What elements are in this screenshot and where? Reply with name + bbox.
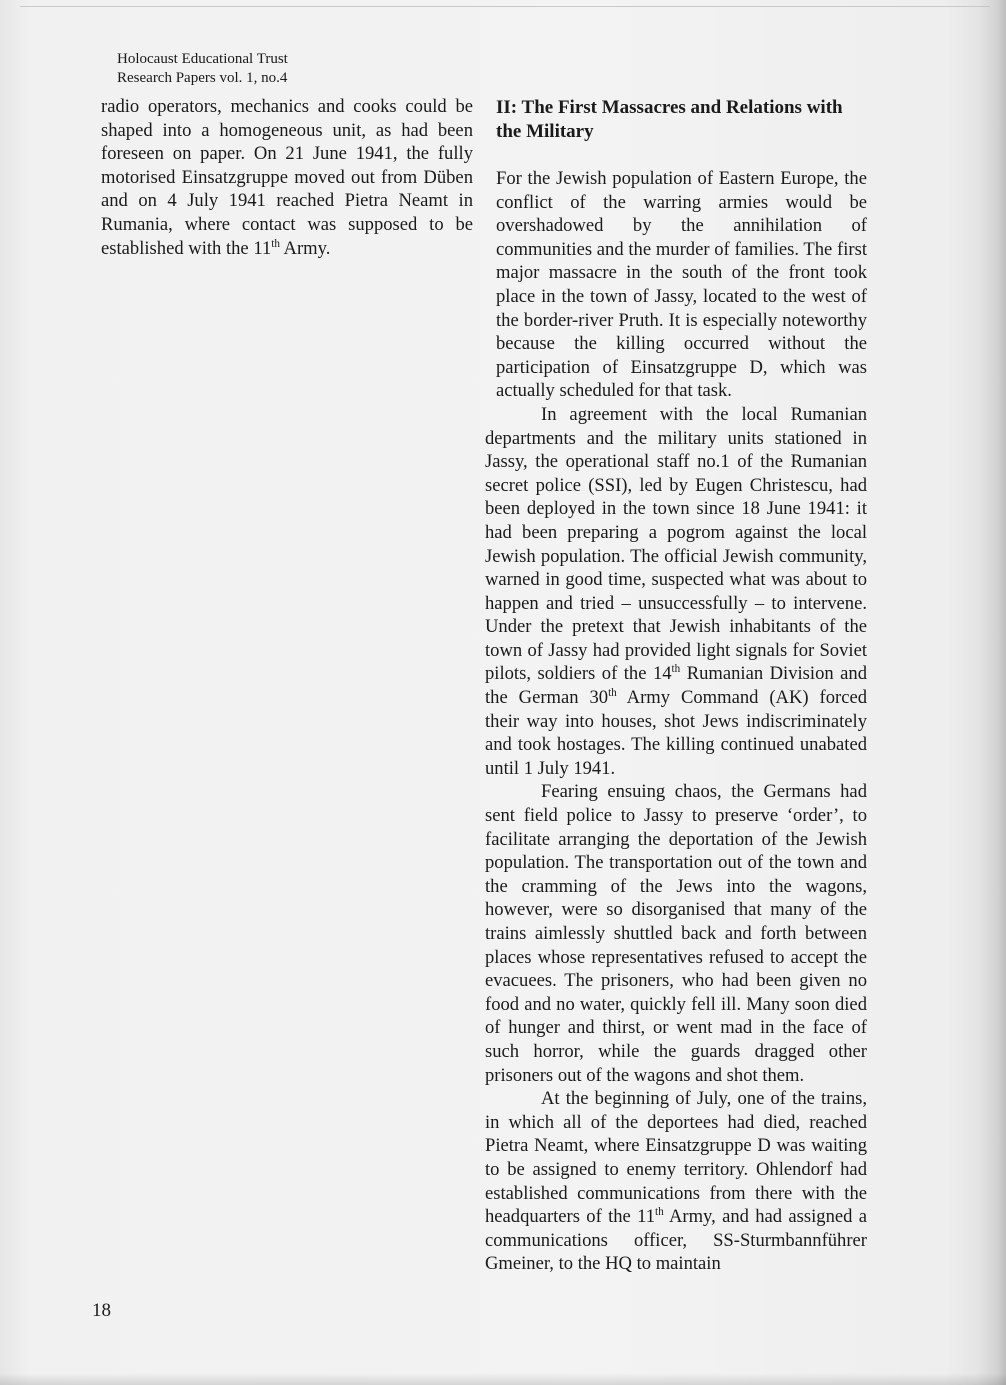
header-publisher: Holocaust Educational Trust (117, 51, 288, 67)
page-edge-shadow (978, 0, 1006, 1385)
page-bottom-shadow (0, 1373, 1006, 1385)
left-paragraph: radio operators, mechanics and cooks could be shaped into a homogeneous unit, as had been foreseen on paper. On 21 June 1941, the fully motorised Einsatzgruppe moved out from Düben and on 4 July 1941 reached Pietra Neamt in Rumania, where contact was supposed to be established with the 11th Army. (101, 96, 473, 259)
right-column (485, 167, 867, 1276)
header-series: Research Papers vol. 1, no.4 (117, 70, 288, 86)
body-paragraph-4: At the beginning of July, one of the trains, in which all of the deportees had died, reached Pietra Neamt, where Einsatzgruppe D was waiting to be assigned to enemy territory. Ohlendorf had established communications from there with the headquarters of the 11th Army, and had assigned a communications officer, SS-Sturmbannführer Gmeiner, to the HQ to maintain (485, 1088, 867, 1275)
body-paragraph-3: Fearing ensuing chaos, the Germans had sent field police to Jassy to preserve ‘order’, to facilitate arranging the deportation of the Jewish population. The transportation out of the town and the cramming of the Jews into the wagons, however, were so disorganised that many of the trains aimlessly shuttled back and forth between places whose representatives refused to accept the evacuees. The prisoners, who had been given no food and no water, quickly fell ill. Many soon died of hunger and thirst, or went mad in the face of such horror, while the guards dragged other prisoners out of the wagons and shot them. (485, 781, 867, 1086)
top-edge-line (20, 6, 990, 7)
left-column (101, 95, 473, 260)
section-heading: II: The First Massacres and Relations with the Military (496, 97, 843, 142)
body-paragraph-1: For the Jewish population of Eastern Europe, the conflict of the warring armies would be overshadowed by the annihilation of communities and the murder of families. The first major massacre in the south of the front took place in the town of Jassy, located to the west of the border-river Pruth. It is especially noteworthy because the killing occurred without the participation of Einsatzgruppe D, which was actually scheduled for that task. (496, 168, 867, 402)
running-header (117, 50, 288, 88)
ordinal-suffix: th (671, 663, 681, 676)
ordinal-suffix: th (608, 686, 617, 699)
page-number: 18 (92, 1300, 111, 1321)
ordinal-suffix: th (655, 1205, 664, 1218)
body-paragraph-2: In agreement with the local Rumanian departments and the military units stationed in Jassy, the operational staff no.1 of the Rumanian secret police (SSI), led by Eugen Christescu, had been deployed in the town since 18 June 1941: it had been preparing a pogrom against the local Jewish population. The official Jewish community, warned in good time, suspected what was about to happen and tried – unsuccessfully – to intervene. Under the pretext that Jewish inhabitants of the town of Jassy had provided light signals for Soviet pilots, soldiers of the 14th Rumanian Division and the German 30th Army Command (AK) forced their way into houses, shot Jews indiscriminately and took hostages. The killing continued unabated until 1 July 1941. (485, 403, 868, 779)
ordinal-suffix: th (271, 237, 280, 250)
